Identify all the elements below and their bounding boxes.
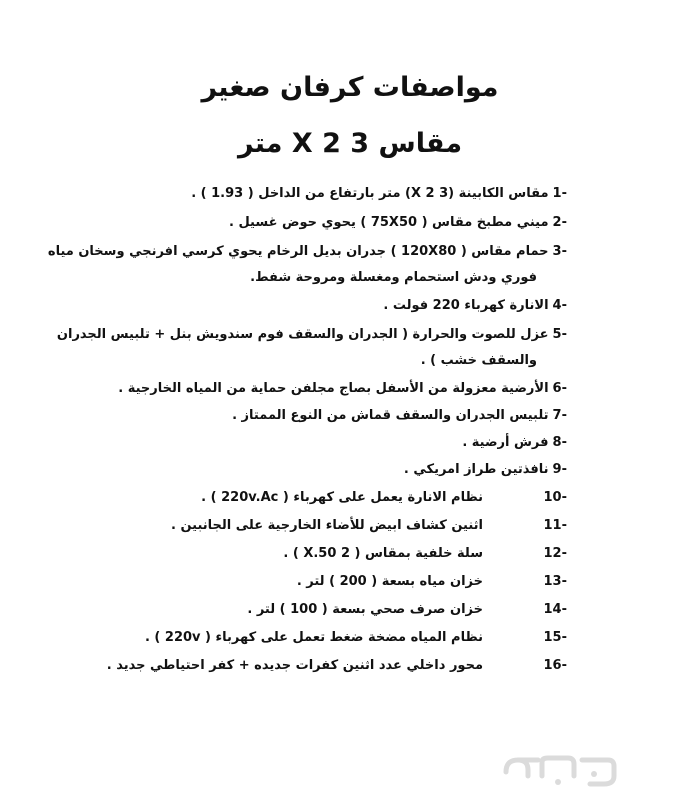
spec-item [383, 293, 567, 318]
item-text: خزان مياه بسعة ( 200 ) لتر . [296, 574, 483, 589]
page-subtitle: مقاس 3 X 2 متر [237, 128, 463, 159]
item-text: نافذتين طراز امريكي . [403, 462, 549, 477]
item-number: -13 [543, 574, 567, 589]
spec-item [283, 541, 567, 566]
item-number: -8 [552, 435, 567, 450]
item-text: نظام المياه مضخة ضغط تعمل على كهرباء ( 220v ) . [144, 630, 483, 645]
item-text: سلة خلفية بمقاس ( 2 X.50 ) . [283, 546, 483, 561]
item-number: -4 [552, 298, 567, 313]
item-text: الأرضية معزولة من الأسفل بصاج مجلفن حماية من المياه الخارجية . [118, 381, 549, 396]
item-number: -2 [552, 215, 567, 230]
item-number: -11 [543, 518, 567, 533]
item-text: فرش أرضية . [462, 435, 549, 450]
item-text: حمام مقاس ( 120X80 ) جدران بديل الرخام يحوي كرسي افرنجي وسخان مياه [47, 244, 549, 259]
item-number: -1 [552, 186, 567, 201]
item-text: مقاس الكابينة (3 X 2) متر بارتفاع من الداخل ( 1.93 ) . [191, 186, 549, 201]
item-number: -9 [552, 462, 567, 477]
item-text: ميني مطبخ مقاس ( 75X50 ) يحوي حوض غسيل . [228, 215, 549, 230]
item-text: اثنين كشاف ابيض للأضاء الخارجية على الجانبين . [170, 518, 483, 533]
item-number: -3 [552, 244, 567, 259]
page-title: مواصفات كرفان صغير [201, 72, 499, 103]
spec-item [145, 625, 567, 650]
spec-item-continuation: فوري ودش استحمام ومغسلة ومروحة شفط. [250, 270, 537, 285]
item-number: -15 [543, 630, 567, 645]
spec-item [48, 239, 567, 264]
spec-item [171, 513, 567, 538]
spec-item [118, 376, 567, 401]
spec-item [229, 210, 567, 235]
item-text: تلبيس الجدران والسقف قماش من النوع الممتاز . [232, 408, 549, 423]
item-number: -16 [543, 658, 567, 673]
spec-item-continuation: والسقف خشب ) . [420, 353, 537, 368]
spec-item [247, 597, 567, 622]
item-number: -6 [552, 381, 567, 396]
spec-item [107, 653, 567, 678]
spec-item [232, 403, 567, 428]
item-text: خزان صرف صحي بسعة ( 100 ) لتر . [247, 602, 483, 617]
item-number: -7 [552, 408, 567, 423]
spec-item [57, 322, 567, 347]
item-text: نظام الانارة يعمل على كهرباء ( 220v.Ac ) . [201, 490, 483, 505]
haraj-watermark-logo [498, 752, 618, 790]
item-number: -12 [543, 546, 567, 561]
item-text: محور داخلي عدد اثنين كفرات جديده + كفر احتياطي جديد . [106, 658, 483, 673]
spec-item [201, 485, 567, 510]
item-text: الانارة كهرباء 220 فولت . [383, 298, 549, 313]
item-text: عزل للصوت والحرارة ( الجدران والسقف فوم سندويش بنل + تلبيس الجدران [56, 327, 549, 342]
spec-item [404, 457, 567, 482]
item-number: -14 [543, 602, 567, 617]
spec-item [191, 181, 567, 206]
spec-item [462, 430, 567, 455]
item-number: -10 [543, 490, 567, 505]
item-number: -5 [552, 327, 567, 342]
spec-item [297, 569, 567, 594]
